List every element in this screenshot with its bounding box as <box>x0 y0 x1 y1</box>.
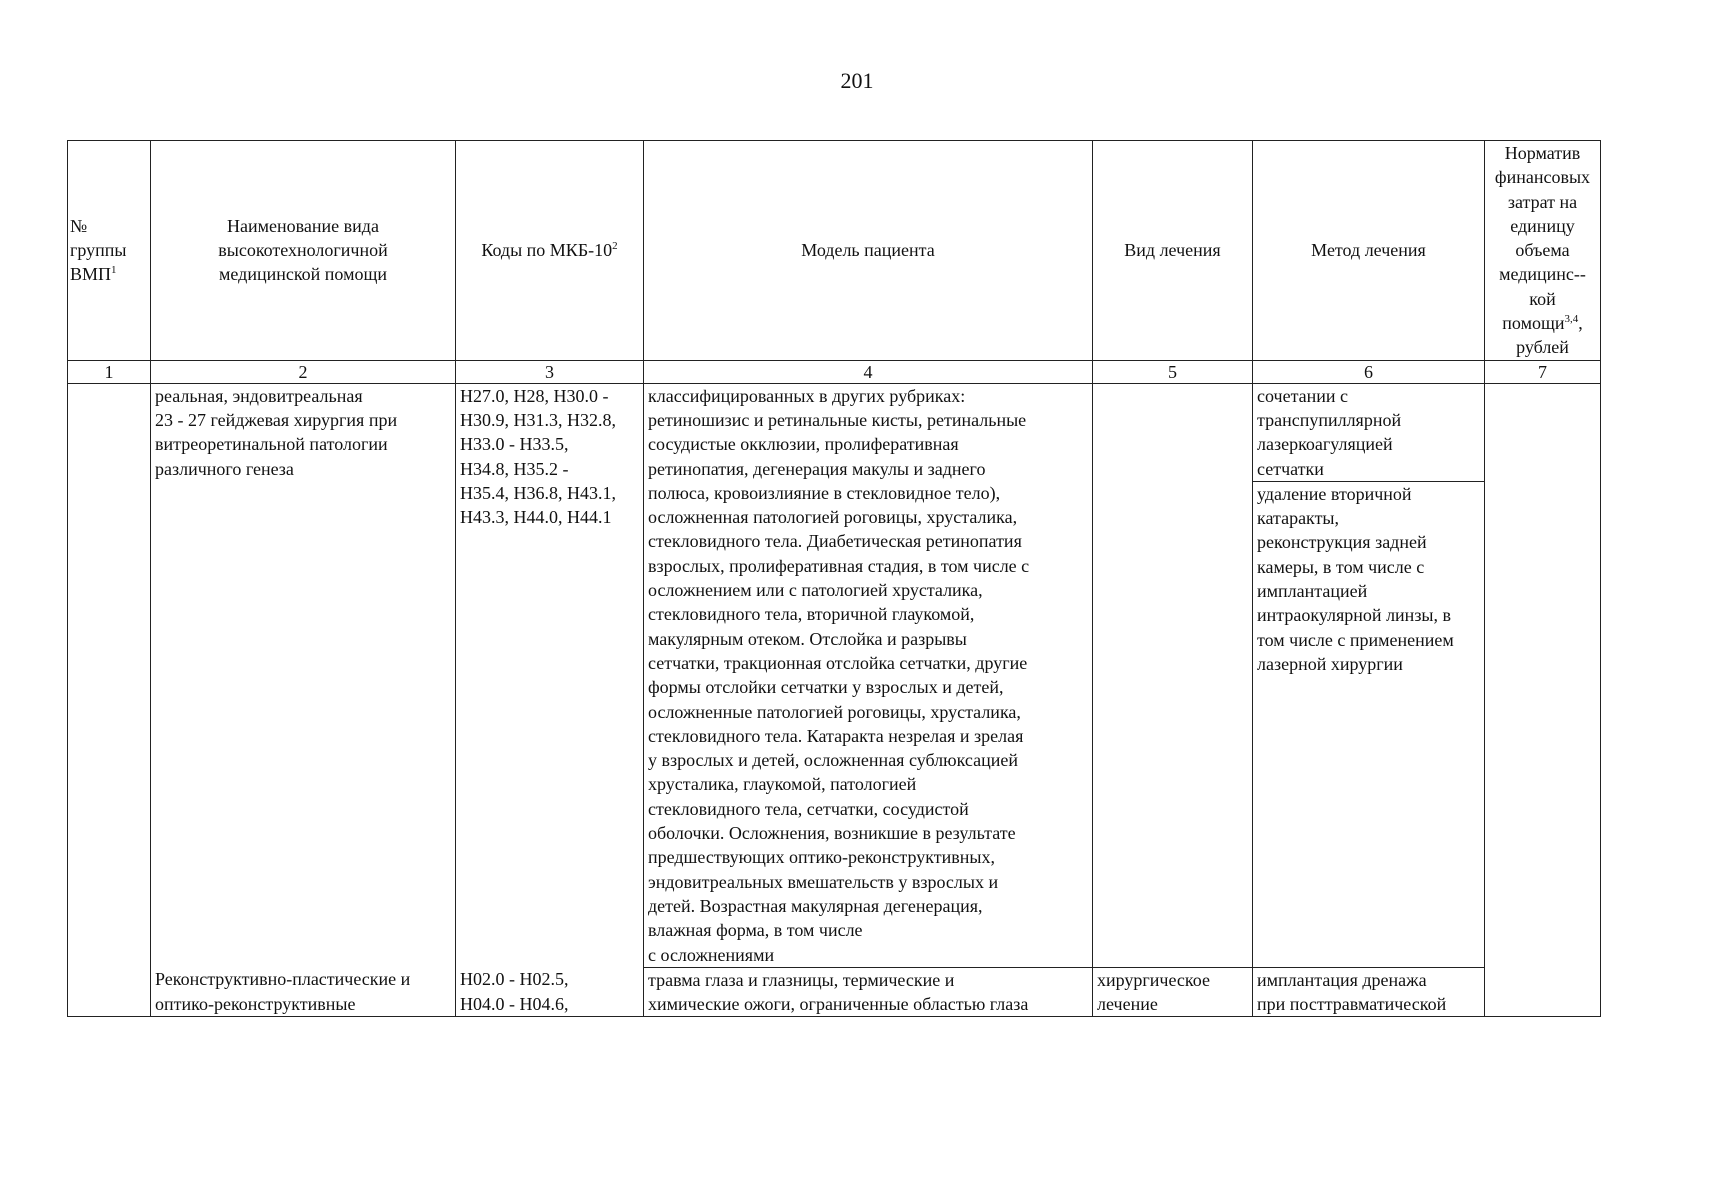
cell-treatment-type: хирургическое лечение <box>1093 967 1253 1017</box>
cell-patient-model: классифицированных в других рубриках: ретиношизис и ретинальные кисты, ретинальные сосудистые окклюзии, пролиферативная ретинопатия, дегенерация макулы и заднего полюса, кровоизлияние в стекловидное тело), осложненная патологией роговицы, хрусталика, стекловидного тела. Диабетическая ретинопатия взрослых, пролиферативная стадия, в том числе с осложнением или с патологией хрусталика, стекловидного тела, вторичной глаукомой, макулярным отеком. Отслойка и разрывы сетчатки, тракционная отслойка сетчатки, другие формы отслойки сетчатки у взрослых и детей, осложненные патологией роговицы, хрусталика, стекловидного тела. Катаракта незрелая и зрелая у взрослых и детей, осложненная сублюксацией хрусталика, глаукомой, патологией стекловидного тела, сетчатки, сосудистой оболочки. Осложнения, возникшие в результате предшествующих оптико-реконструктивных, эндовитреальных вмешательств у взрослых и детей. Возрастная макулярная дегенерация, влажная форма, в том числе с осложнениями <box>644 383 1093 967</box>
cell-group-number <box>68 383 151 1017</box>
header-patient-model: Модель пациента <box>644 141 1093 361</box>
table-header-row <box>68 141 1601 361</box>
cell-treatment-type <box>1093 383 1253 967</box>
cell-icd-codes: Н02.0 - Н02.5, Н04.0 - Н04.6, <box>456 967 644 1017</box>
cell-care-type-name: Реконструктивно-пластические и оптико-реконструктивные <box>151 967 456 1017</box>
column-number: 6 <box>1253 360 1485 383</box>
table-row <box>68 383 1601 967</box>
cell-icd-codes: Н27.0, Н28, Н30.0 - Н30.9, Н31.3, Н32.8, Н33.0 - Н33.5, Н34.8, Н35.2 - Н35.4, Н36.8, Н43.1, Н43.3, Н44.0, Н44.1 <box>456 383 644 967</box>
column-number: 2 <box>151 360 456 383</box>
vmp-table <box>67 140 1601 1017</box>
header-care-type-name: Наименование вида высокотехнологичной медицинской помощи <box>151 141 456 361</box>
column-number: 1 <box>68 360 151 383</box>
cell-cost-standard <box>1485 383 1601 1017</box>
cell-care-type-name: реальная, эндовитреальная 23 - 27 гейджевая хирургия при витреоретинальной патологии различного генеза <box>151 383 456 967</box>
header-group-number: № группы ВМП$^1$ <box>68 141 151 361</box>
cell-treatment-method <box>1253 383 1485 967</box>
cell-patient-model: травма глаза и глазницы, термические и химические ожоги, ограниченные областью глаза <box>644 967 1093 1017</box>
method-part-a: сочетании с транспупиллярной лазеркоагуляцией сетчатки <box>1253 384 1484 482</box>
cell-treatment-method: имплантация дренажа при посттравматической <box>1253 967 1485 1017</box>
column-number: 7 <box>1485 360 1601 383</box>
column-number: 5 <box>1093 360 1253 383</box>
column-number: 4 <box>644 360 1093 383</box>
header-cost-standard: Норматив финансовых затрат на единицу объема медицинс-- кой помощи$^{3,4}$, рублей <box>1485 141 1601 361</box>
page-number: 201 <box>840 68 874 93</box>
table-row <box>68 967 1601 1017</box>
column-number: 3 <box>456 360 644 383</box>
method-part-b: удаление вторичной катаракты, реконструкция задней камеры, в том числе с имплантацией интраокулярной линзы, в том числе с применением лазерной хирургии <box>1257 483 1454 674</box>
column-numbers-row <box>68 360 1601 383</box>
header-treatment-method: Метод лечения <box>1253 141 1485 361</box>
header-icd-codes: Коды по МКБ-$10^2$ <box>456 141 644 361</box>
header-treatment-type: Вид лечения <box>1093 141 1253 361</box>
